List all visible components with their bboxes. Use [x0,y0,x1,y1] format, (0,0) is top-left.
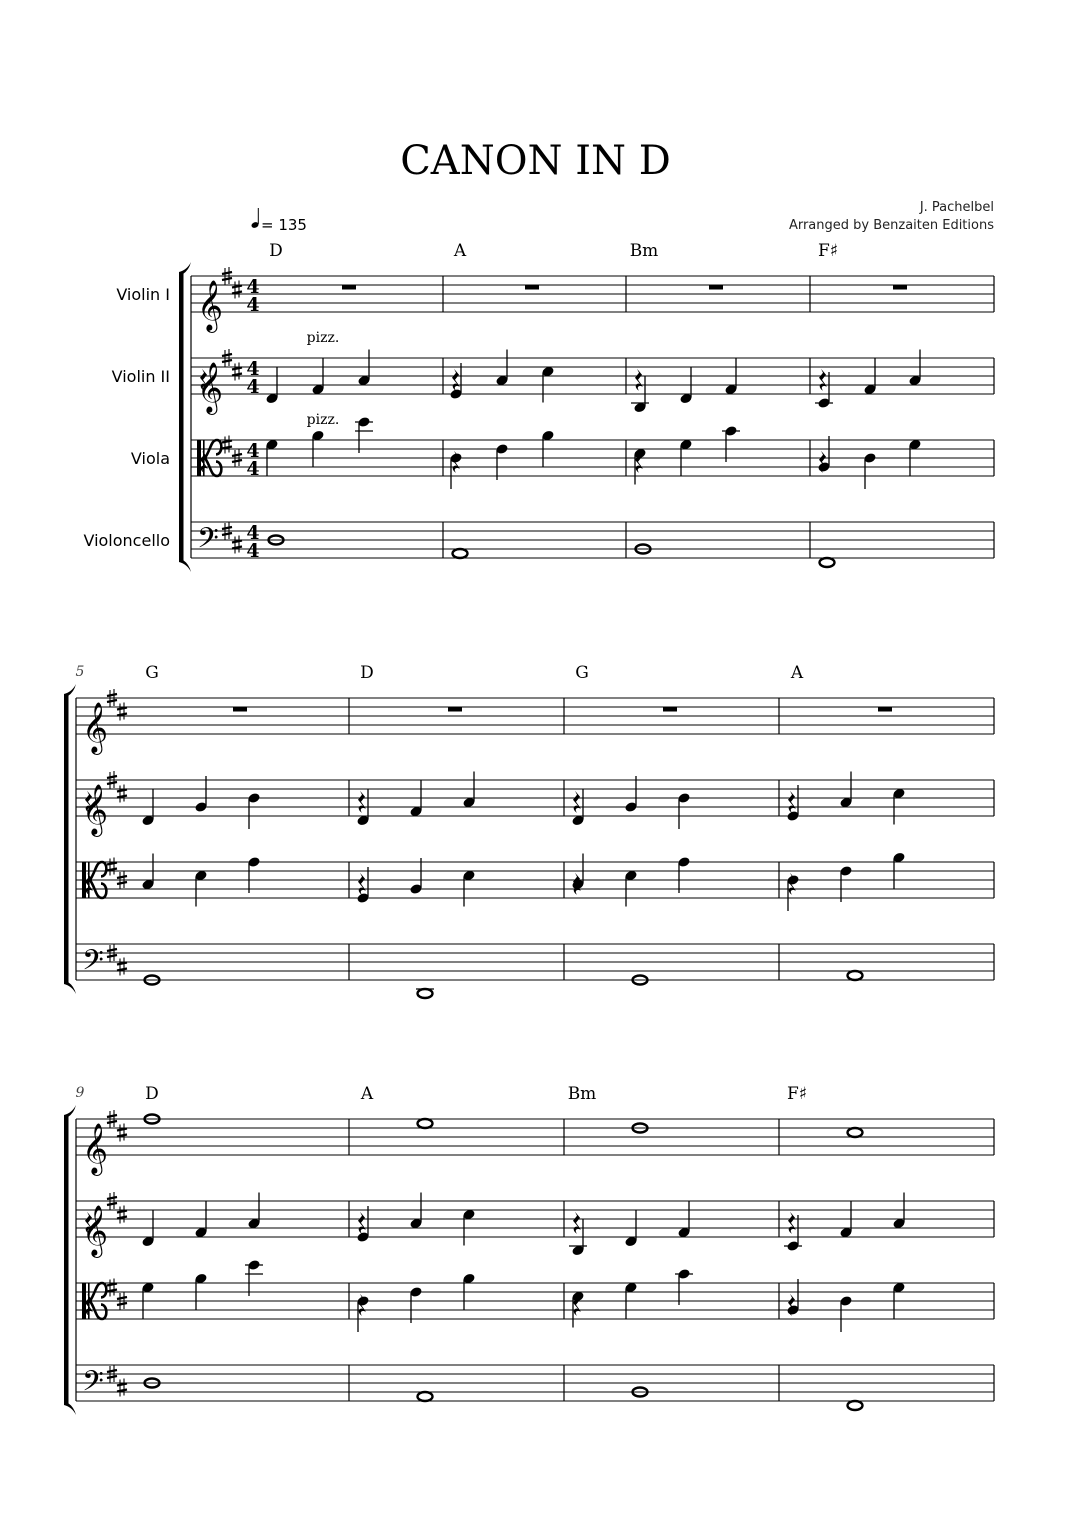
chord-symbol: Bm [567,1084,597,1104]
whole-rest [342,285,356,290]
quarter-rest [358,791,366,813]
sharp-stroke [222,533,232,535]
sharp-stroke [107,1115,117,1117]
whole-rest [525,285,539,290]
treble-clef-icon: 𝄞 [82,784,109,835]
sharp-stroke [117,1217,127,1219]
sharp-stroke [117,796,127,798]
sharp-stroke [222,354,232,356]
bass-clef-icon: 𝄢 [82,1365,104,1405]
sharp-stroke [107,782,117,784]
sharp-stroke [222,272,232,274]
sharp-stroke [232,460,242,462]
bracket-hook [64,684,76,696]
quarter-rest [573,791,581,813]
quarter-rest [573,1212,581,1234]
whole-note [418,989,433,998]
chord-symbol: F♯ [786,1084,808,1104]
sharp-stroke [117,1129,127,1131]
whole-note [418,1119,433,1128]
score-title: CANON IN D [400,138,671,184]
tempo-marking: = 135 [261,216,307,234]
measure-number: 9 [75,1085,85,1101]
bracket-hook [64,1403,76,1415]
time-signature-top: 4 [246,522,260,544]
treble-clef-icon: 𝄞 [82,1205,109,1256]
sharp-icon [117,1206,127,1224]
sharp-stroke [117,876,127,878]
alto-clef-bar [82,1283,86,1319]
time-signature-bottom: 4 [246,540,260,562]
sharp-stroke [117,708,127,710]
chord-symbol: A [453,241,467,261]
whole-rest [663,707,677,712]
chord-symbol: D [145,1084,159,1104]
bracket-hook [179,560,191,572]
quarter-rest [452,369,460,391]
sharp-stroke [107,955,117,957]
alto-clef-bar [197,440,201,476]
whole-rest [709,285,723,290]
sharp-stroke [117,963,127,965]
sharp-stroke [107,1203,117,1205]
sharp-icon [117,703,127,721]
whole-note [848,1128,863,1137]
arranger-credit: Arranged by Benzaiten Editions [788,218,994,233]
sharp-stroke [117,882,127,884]
quarter-rest [358,873,366,895]
sharp-icon [117,785,127,803]
technique-mark-pizz: pizz. [306,412,340,428]
sharp-stroke [107,949,117,951]
chord-symbol: A [360,1084,374,1104]
sharp-stroke [107,1290,117,1292]
sharp-stroke [117,969,127,971]
whole-note [453,549,468,558]
instrument-name: Violoncello [83,531,170,550]
treble-clef-icon: 𝄞 [82,702,109,753]
sharp-stroke [232,374,242,376]
sharp-stroke [107,700,117,702]
chord-symbol: A [790,663,804,683]
sharp-stroke [117,1211,127,1213]
sharp-stroke [107,1284,117,1286]
sharp-stroke [232,547,242,549]
sharp-stroke [117,1303,127,1305]
time-signature-bottom: 4 [246,294,260,316]
chord-symbol: F♯ [817,241,839,261]
sharp-icon [117,1379,127,1397]
whole-note [418,1392,433,1401]
sharp-stroke [117,1135,127,1137]
whole-rest [448,707,462,712]
sharp-stroke [117,790,127,792]
bass-clef-icon: 𝄢 [197,522,219,562]
chord-symbol: D [269,241,283,261]
sharp-stroke [117,714,127,716]
chord-symbol: D [360,663,374,683]
quarter-rest [358,1212,366,1234]
alto-clef-bar [82,862,86,898]
quarter-rest [635,369,643,391]
sharp-icon [232,363,242,381]
sharp-icon [222,436,232,454]
quarter-rest [819,369,827,391]
sharp-stroke [107,776,117,778]
system-bracket [64,1115,69,1405]
chord-symbol: G [145,663,159,683]
sharp-stroke [117,1390,127,1392]
technique-mark-pizz: pizz. [306,330,340,346]
sharp-stroke [107,1376,117,1378]
sharp-stroke [107,1370,117,1372]
instrument-name: Violin I [116,285,170,304]
system-bracket [64,694,69,984]
chord-symbol: G [575,663,589,683]
sharp-stroke [232,292,242,294]
sharp-stroke [222,447,232,449]
time-signature-top: 4 [246,276,260,298]
sharp-stroke [232,541,242,543]
whole-note [848,971,863,980]
bracket-hook [64,1105,76,1117]
sharp-stroke [107,694,117,696]
whole-note [820,558,835,567]
sharp-stroke [107,869,117,871]
sharp-stroke [232,454,242,456]
bass-clef-icon: 𝄢 [82,944,104,984]
time-signature-top: 4 [246,440,260,462]
chord-symbol: Bm [629,241,659,261]
treble-clef-icon: 𝄞 [197,280,224,331]
quarter-rest [788,791,796,813]
sharp-stroke [222,360,232,362]
whole-rest [233,707,247,712]
measure-number: 5 [75,664,85,680]
time-signature-bottom: 4 [246,376,260,398]
sharp-icon [117,958,127,976]
sharp-icon [232,281,242,299]
quarter-rest [788,1212,796,1234]
whole-note [848,1401,863,1410]
sharp-icon [117,1124,127,1142]
sharp-stroke [107,1197,117,1199]
treble-clef-icon: 𝄞 [82,1123,109,1174]
sharp-stroke [222,278,232,280]
bracket-hook [64,982,76,994]
whole-rest [893,285,907,290]
sharp-stroke [117,1384,127,1386]
whole-rest [878,707,892,712]
sharp-icon [232,536,242,554]
treble-clef-icon: 𝄞 [197,362,224,413]
sharp-stroke [222,441,232,443]
sharp-stroke [232,368,242,370]
time-signature-top: 4 [246,358,260,380]
sharp-stroke [107,1121,117,1123]
sharp-icon [107,1279,117,1297]
bracket-hook [179,262,191,274]
composer-credit: J. Pachelbel [919,200,994,215]
sharp-stroke [232,286,242,288]
instrument-name: Violin II [111,367,170,386]
sharp-stroke [107,863,117,865]
sharp-stroke [222,527,232,529]
system-bracket [179,272,184,562]
sharp-icon [107,858,117,876]
time-signature-bottom: 4 [246,458,260,480]
instrument-name: Viola [130,449,170,468]
sharp-stroke [117,1297,127,1299]
